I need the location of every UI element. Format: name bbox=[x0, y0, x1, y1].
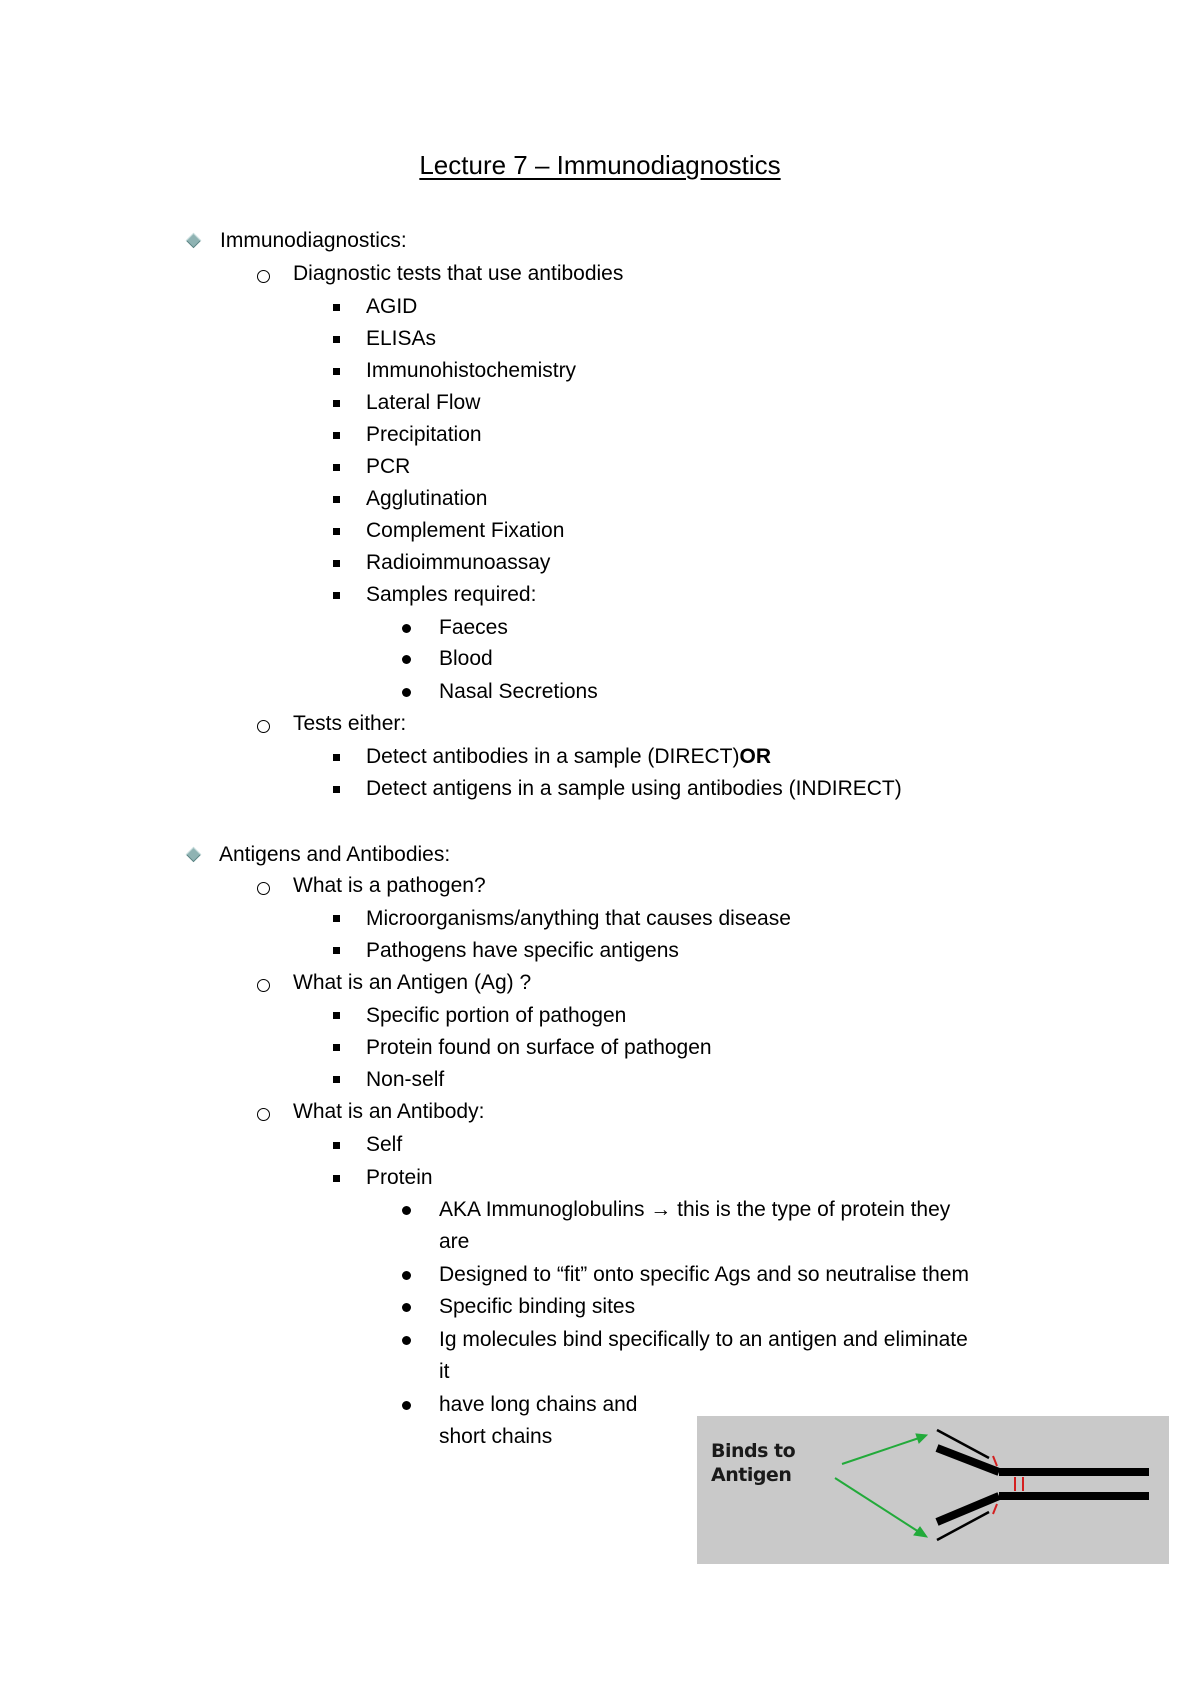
square-bullet-icon bbox=[333, 336, 340, 343]
square-bullet-icon bbox=[333, 560, 340, 567]
protein-point: Designed to “fit” onto specific Ags and so neutralise them bbox=[439, 1263, 969, 1286]
protein-point: AKA Immunoglobulins → this is the type of protein they bbox=[439, 1198, 951, 1221]
list-item: AGID bbox=[366, 295, 418, 318]
diamond-bullet-icon bbox=[186, 847, 202, 863]
list-item: Pathogens have specific antigens bbox=[366, 939, 679, 962]
square-bullet-icon bbox=[333, 1175, 340, 1182]
sample-item: Faeces bbox=[439, 616, 508, 639]
circle-bullet-icon bbox=[257, 1108, 270, 1121]
green-arrow-icon bbox=[842, 1434, 927, 1464]
square-bullet-icon bbox=[333, 368, 340, 375]
list-item bbox=[366, 744, 771, 770]
sample-item: Nasal Secretions bbox=[439, 680, 598, 703]
square-bullet-icon bbox=[333, 915, 340, 922]
antibody-figure bbox=[697, 1416, 1169, 1564]
circle-bullet-icon bbox=[257, 979, 270, 992]
list-item: Specific portion of pathogen bbox=[366, 1004, 627, 1027]
dot-bullet-icon bbox=[402, 655, 411, 664]
square-bullet-icon bbox=[333, 1076, 340, 1083]
protein-point: have long chains and bbox=[439, 1393, 638, 1416]
circle-bullet-icon bbox=[257, 882, 270, 895]
list-item: Microorganisms/anything that causes disease bbox=[366, 907, 791, 930]
protein-point-continuation: short chains bbox=[439, 1425, 553, 1448]
square-bullet-icon bbox=[333, 754, 340, 761]
square-bullet-icon bbox=[333, 786, 340, 793]
diamond-bullet-icon bbox=[186, 233, 202, 249]
dot-bullet-icon bbox=[402, 1401, 411, 1410]
square-bullet-icon bbox=[333, 304, 340, 311]
figure-label-line2: Antigen bbox=[711, 1464, 792, 1486]
list-item: Samples required: bbox=[366, 583, 537, 606]
dot-bullet-icon bbox=[402, 1336, 411, 1345]
subsection-text: What is a pathogen? bbox=[293, 874, 486, 897]
page-title: Lecture 7 – Immunodiagnostics bbox=[419, 150, 781, 180]
list-item: Non-self bbox=[366, 1068, 445, 1091]
disulfide-bond bbox=[993, 1504, 997, 1514]
circle-bullet-icon bbox=[257, 720, 270, 733]
square-bullet-icon bbox=[333, 496, 340, 503]
dot-bullet-icon bbox=[402, 1303, 411, 1312]
square-bullet-icon bbox=[333, 464, 340, 471]
subsection-text: Diagnostic tests that use antibodies bbox=[293, 262, 624, 285]
square-bullet-icon bbox=[333, 432, 340, 439]
list-item-text: Detect antibodies in a sample (DIRECT) bbox=[366, 745, 740, 768]
protein-point-continuation: are bbox=[439, 1230, 470, 1253]
protein-point: Specific binding sites bbox=[439, 1295, 636, 1318]
dot-bullet-icon bbox=[402, 688, 411, 697]
square-bullet-icon bbox=[333, 400, 340, 407]
circle-bullet-icon bbox=[257, 270, 270, 283]
antibody-diagram bbox=[697, 1416, 1169, 1564]
subsection-text: Tests either: bbox=[293, 712, 407, 735]
square-bullet-icon bbox=[333, 1044, 340, 1051]
list-item: Lateral Flow bbox=[366, 391, 481, 414]
list-item: Protein bbox=[366, 1166, 433, 1189]
list-item: Precipitation bbox=[366, 423, 482, 446]
list-item: Agglutination bbox=[366, 487, 488, 510]
figure-label-line1: Binds to bbox=[711, 1440, 796, 1462]
heavy-chain-arm bbox=[937, 1448, 999, 1472]
square-bullet-icon bbox=[333, 947, 340, 954]
square-bullet-icon bbox=[333, 1142, 340, 1149]
subsection-text: What is an Antigen (Ag) ? bbox=[293, 971, 532, 994]
dot-bullet-icon bbox=[402, 1271, 411, 1280]
protein-point-continuation: it bbox=[439, 1360, 450, 1383]
green-arrow-icon bbox=[835, 1478, 927, 1537]
list-item: ELISAs bbox=[366, 327, 437, 350]
list-item: Detect antigens in a sample using antibodies (INDIRECT) bbox=[366, 777, 902, 800]
heavy-chain-arm bbox=[937, 1496, 999, 1522]
subsection-text: What is an Antibody: bbox=[293, 1100, 485, 1123]
list-item: Complement Fixation bbox=[366, 519, 565, 542]
section-heading: Immunodiagnostics: bbox=[220, 229, 407, 252]
square-bullet-icon bbox=[333, 1012, 340, 1019]
square-bullet-icon bbox=[333, 528, 340, 535]
list-item: Radioimmunoassay bbox=[366, 551, 551, 574]
or-label: OR bbox=[739, 745, 771, 768]
list-item: Immunohistochemistry bbox=[366, 359, 577, 382]
dot-bullet-icon bbox=[402, 624, 411, 633]
dot-bullet-icon bbox=[402, 1206, 411, 1215]
list-item: Protein found on surface of pathogen bbox=[366, 1036, 712, 1059]
square-bullet-icon bbox=[333, 592, 340, 599]
protein-point: Ig molecules bind specifically to an antigen and eliminate bbox=[439, 1328, 968, 1351]
section-heading: Antigens and Antibodies: bbox=[219, 843, 451, 866]
sample-item: Blood bbox=[439, 647, 493, 670]
list-item: Self bbox=[366, 1133, 403, 1156]
list-item: PCR bbox=[366, 455, 411, 478]
disulfide-bond bbox=[993, 1456, 997, 1466]
